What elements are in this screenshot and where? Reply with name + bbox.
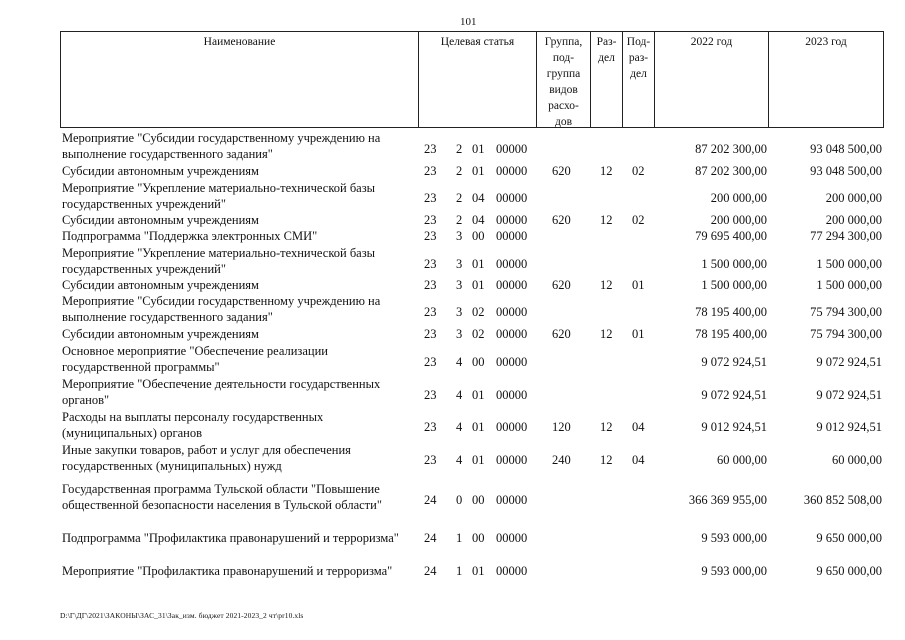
target-code-event: 00 [472,531,485,545]
target-code-subprogram: 3 [456,229,463,243]
target-code-subprogram: 0 [456,493,463,507]
target-code-direction: 00000 [496,305,528,319]
target-code-program: 23 [424,164,437,178]
amount-2023: 1 500 000,00 [816,257,882,271]
target-code-event: 00 [472,229,485,243]
target-code-subprogram: 3 [456,257,463,271]
target-code-subprogram: 2 [456,191,463,205]
row-name: Основное мероприятие "Обеспечение реализации государственной программы" [62,344,328,374]
target-code-program: 23 [424,453,437,467]
section-code: 12 [600,453,613,467]
target-code-event: 01 [472,164,485,178]
target-code-subprogram: 3 [456,278,463,292]
expense-group: 620 [552,327,571,341]
amount-2023: 60 000,00 [832,453,882,467]
subsection-code: 01 [632,327,645,341]
table-header [60,31,884,128]
target-code-program: 23 [424,229,437,243]
amount-2022: 79 695 400,00 [695,229,767,243]
amount-2022: 200 000,00 [710,213,767,227]
amount-2023: 75 794 300,00 [810,305,882,319]
amount-2023: 9 072 924,51 [816,388,882,402]
target-code-event: 01 [472,142,485,156]
amount-2023: 9 650 000,00 [816,531,882,545]
target-code-direction: 00000 [496,213,528,227]
amount-2022: 78 195 400,00 [695,327,767,341]
header-subsection: Под- раз- дел [623,32,655,127]
amount-2023: 9 650 000,00 [816,564,882,578]
amount-2022: 9 593 000,00 [701,531,767,545]
target-code-subprogram: 4 [456,388,463,402]
amount-2023: 1 500 000,00 [816,278,882,292]
amount-2023: 200 000,00 [825,191,882,205]
target-code-subprogram: 2 [456,142,463,156]
section-code: 12 [600,164,613,178]
target-code-direction: 00000 [496,142,528,156]
target-code-event: 01 [472,420,485,434]
target-code-event: 00 [472,493,485,507]
row-name: Субсидии автономным учреждениям [62,164,259,178]
target-code-event: 01 [472,257,485,271]
target-code-subprogram: 1 [456,564,463,578]
target-code-direction: 00000 [496,564,528,578]
target-code-program: 24 [424,531,437,545]
amount-2022: 366 369 955,00 [688,493,767,507]
section-code: 12 [600,420,613,434]
header-section: Раз- дел [591,32,623,127]
target-code-event: 00 [472,355,485,369]
target-code-direction: 00000 [496,531,528,545]
row-name: Государственная программа Тульской области "Повышение общественной безопасности населения в Тульской области" [62,482,382,512]
target-code-event: 02 [472,327,485,341]
target-code-event: 01 [472,278,485,292]
target-code-direction: 00000 [496,327,528,341]
row-name: Иные закупки товаров, работ и услуг для обеспечения государственных (муниципальных) нужд [62,443,351,473]
amount-2022: 1 500 000,00 [701,257,767,271]
row-name: Подпрограмма "Профилактика правонарушений и терроризма" [62,531,399,545]
target-code-direction: 00000 [496,388,528,402]
amount-2023: 360 852 508,00 [803,493,882,507]
target-code-direction: 00000 [496,229,528,243]
target-code-event: 04 [472,213,485,227]
amount-2022: 87 202 300,00 [695,164,767,178]
expense-group: 620 [552,278,571,292]
section-code: 12 [600,213,613,227]
expense-group: 620 [552,164,571,178]
target-code-direction: 00000 [496,164,528,178]
amount-2022: 60 000,00 [717,453,767,467]
target-code-subprogram: 4 [456,453,463,467]
target-code-subprogram: 3 [456,305,463,319]
row-name: Мероприятие "Субсидии государственному учреждению на выполнение государственного задания" [62,131,381,161]
amount-2022: 200 000,00 [710,191,767,205]
amount-2023: 9 012 924,51 [816,420,882,434]
target-code-subprogram: 3 [456,327,463,341]
row-name: Мероприятие "Обеспечение деятельности государственных органов" [62,377,381,407]
target-code-program: 23 [424,355,437,369]
file-path-footer: D:\Г\ДГ\2021\ЗАКОНЫ\ЗАС_31\Зак_изм. бюджет 2021-2023_2 чт\pr10.xls [60,611,304,620]
amount-2023: 200 000,00 [825,213,882,227]
target-code-direction: 00000 [496,355,528,369]
target-code-direction: 00000 [496,257,528,271]
amount-2023: 77 294 300,00 [810,229,882,243]
row-name: Мероприятие "Укрепление материально-технической базы государственных учреждений" [62,246,376,276]
subsection-code: 04 [632,420,645,434]
target-code-program: 24 [424,564,437,578]
expense-group: 620 [552,213,571,227]
target-code-program: 23 [424,142,437,156]
target-code-event: 02 [472,305,485,319]
row-name: Субсидии автономным учреждениям [62,278,259,292]
page-number: 101 [460,16,477,28]
target-code-program: 24 [424,493,437,507]
target-code-program: 23 [424,305,437,319]
target-code-subprogram: 4 [456,420,463,434]
amount-2023: 93 048 500,00 [810,142,882,156]
subsection-code: 02 [632,213,645,227]
target-code-subprogram: 2 [456,213,463,227]
section-code: 12 [600,327,613,341]
amount-2023: 75 794 300,00 [810,327,882,341]
target-code-event: 01 [472,388,485,402]
target-code-program: 23 [424,420,437,434]
row-name: Мероприятие "Укрепление материально-технической базы государственных учреждений" [62,181,376,211]
subsection-code: 02 [632,164,645,178]
section-code: 12 [600,278,613,292]
row-name: Подпрограмма "Поддержка электронных СМИ" [62,229,318,243]
header-2022: 2022 год [655,32,769,127]
header-2023: 2023 год [805,36,847,48]
amount-2023: 93 048 500,00 [810,164,882,178]
target-code-program: 23 [424,257,437,271]
target-code-program: 23 [424,191,437,205]
target-code-direction: 00000 [496,493,528,507]
target-code-direction: 00000 [496,278,528,292]
row-name: Расходы на выплаты персоналу государственных (муниципальных) органов [62,410,324,440]
expense-group: 120 [552,420,571,434]
target-code-program: 23 [424,278,437,292]
amount-2023: 9 072 924,51 [816,355,882,369]
amount-2022: 87 202 300,00 [695,142,767,156]
row-name: Субсидии автономным учреждениям [62,213,259,227]
row-name: Мероприятие "Субсидии государственному учреждению на выполнение государственного задания" [62,294,381,324]
expense-group: 240 [552,453,571,467]
target-code-subprogram: 4 [456,355,463,369]
target-code-event: 01 [472,564,485,578]
amount-2022: 9 012 924,51 [701,420,767,434]
row-name: Субсидии автономным учреждениям [62,327,259,341]
target-code-subprogram: 2 [456,164,463,178]
target-code-event: 01 [472,453,485,467]
target-code-direction: 00000 [496,420,528,434]
target-code-program: 23 [424,327,437,341]
header-group: Группа, под- группа видов расхо- дов [537,32,591,127]
subsection-code: 01 [632,278,645,292]
target-code-event: 04 [472,191,485,205]
row-name: Мероприятие "Профилактика правонарушений и терроризма" [62,564,393,578]
target-code-program: 23 [424,388,437,402]
target-code-subprogram: 1 [456,531,463,545]
target-code-program: 23 [424,213,437,227]
target-code-direction: 00000 [496,453,528,467]
amount-2022: 9 593 000,00 [701,564,767,578]
amount-2022: 1 500 000,00 [701,278,767,292]
amount-2022: 9 072 924,51 [701,388,767,402]
amount-2022: 9 072 924,51 [701,355,767,369]
amount-2022: 78 195 400,00 [695,305,767,319]
target-code-direction: 00000 [496,191,528,205]
header-name: Наименование [61,32,419,127]
subsection-code: 04 [632,453,645,467]
header-target: Целевая статья [419,32,537,127]
